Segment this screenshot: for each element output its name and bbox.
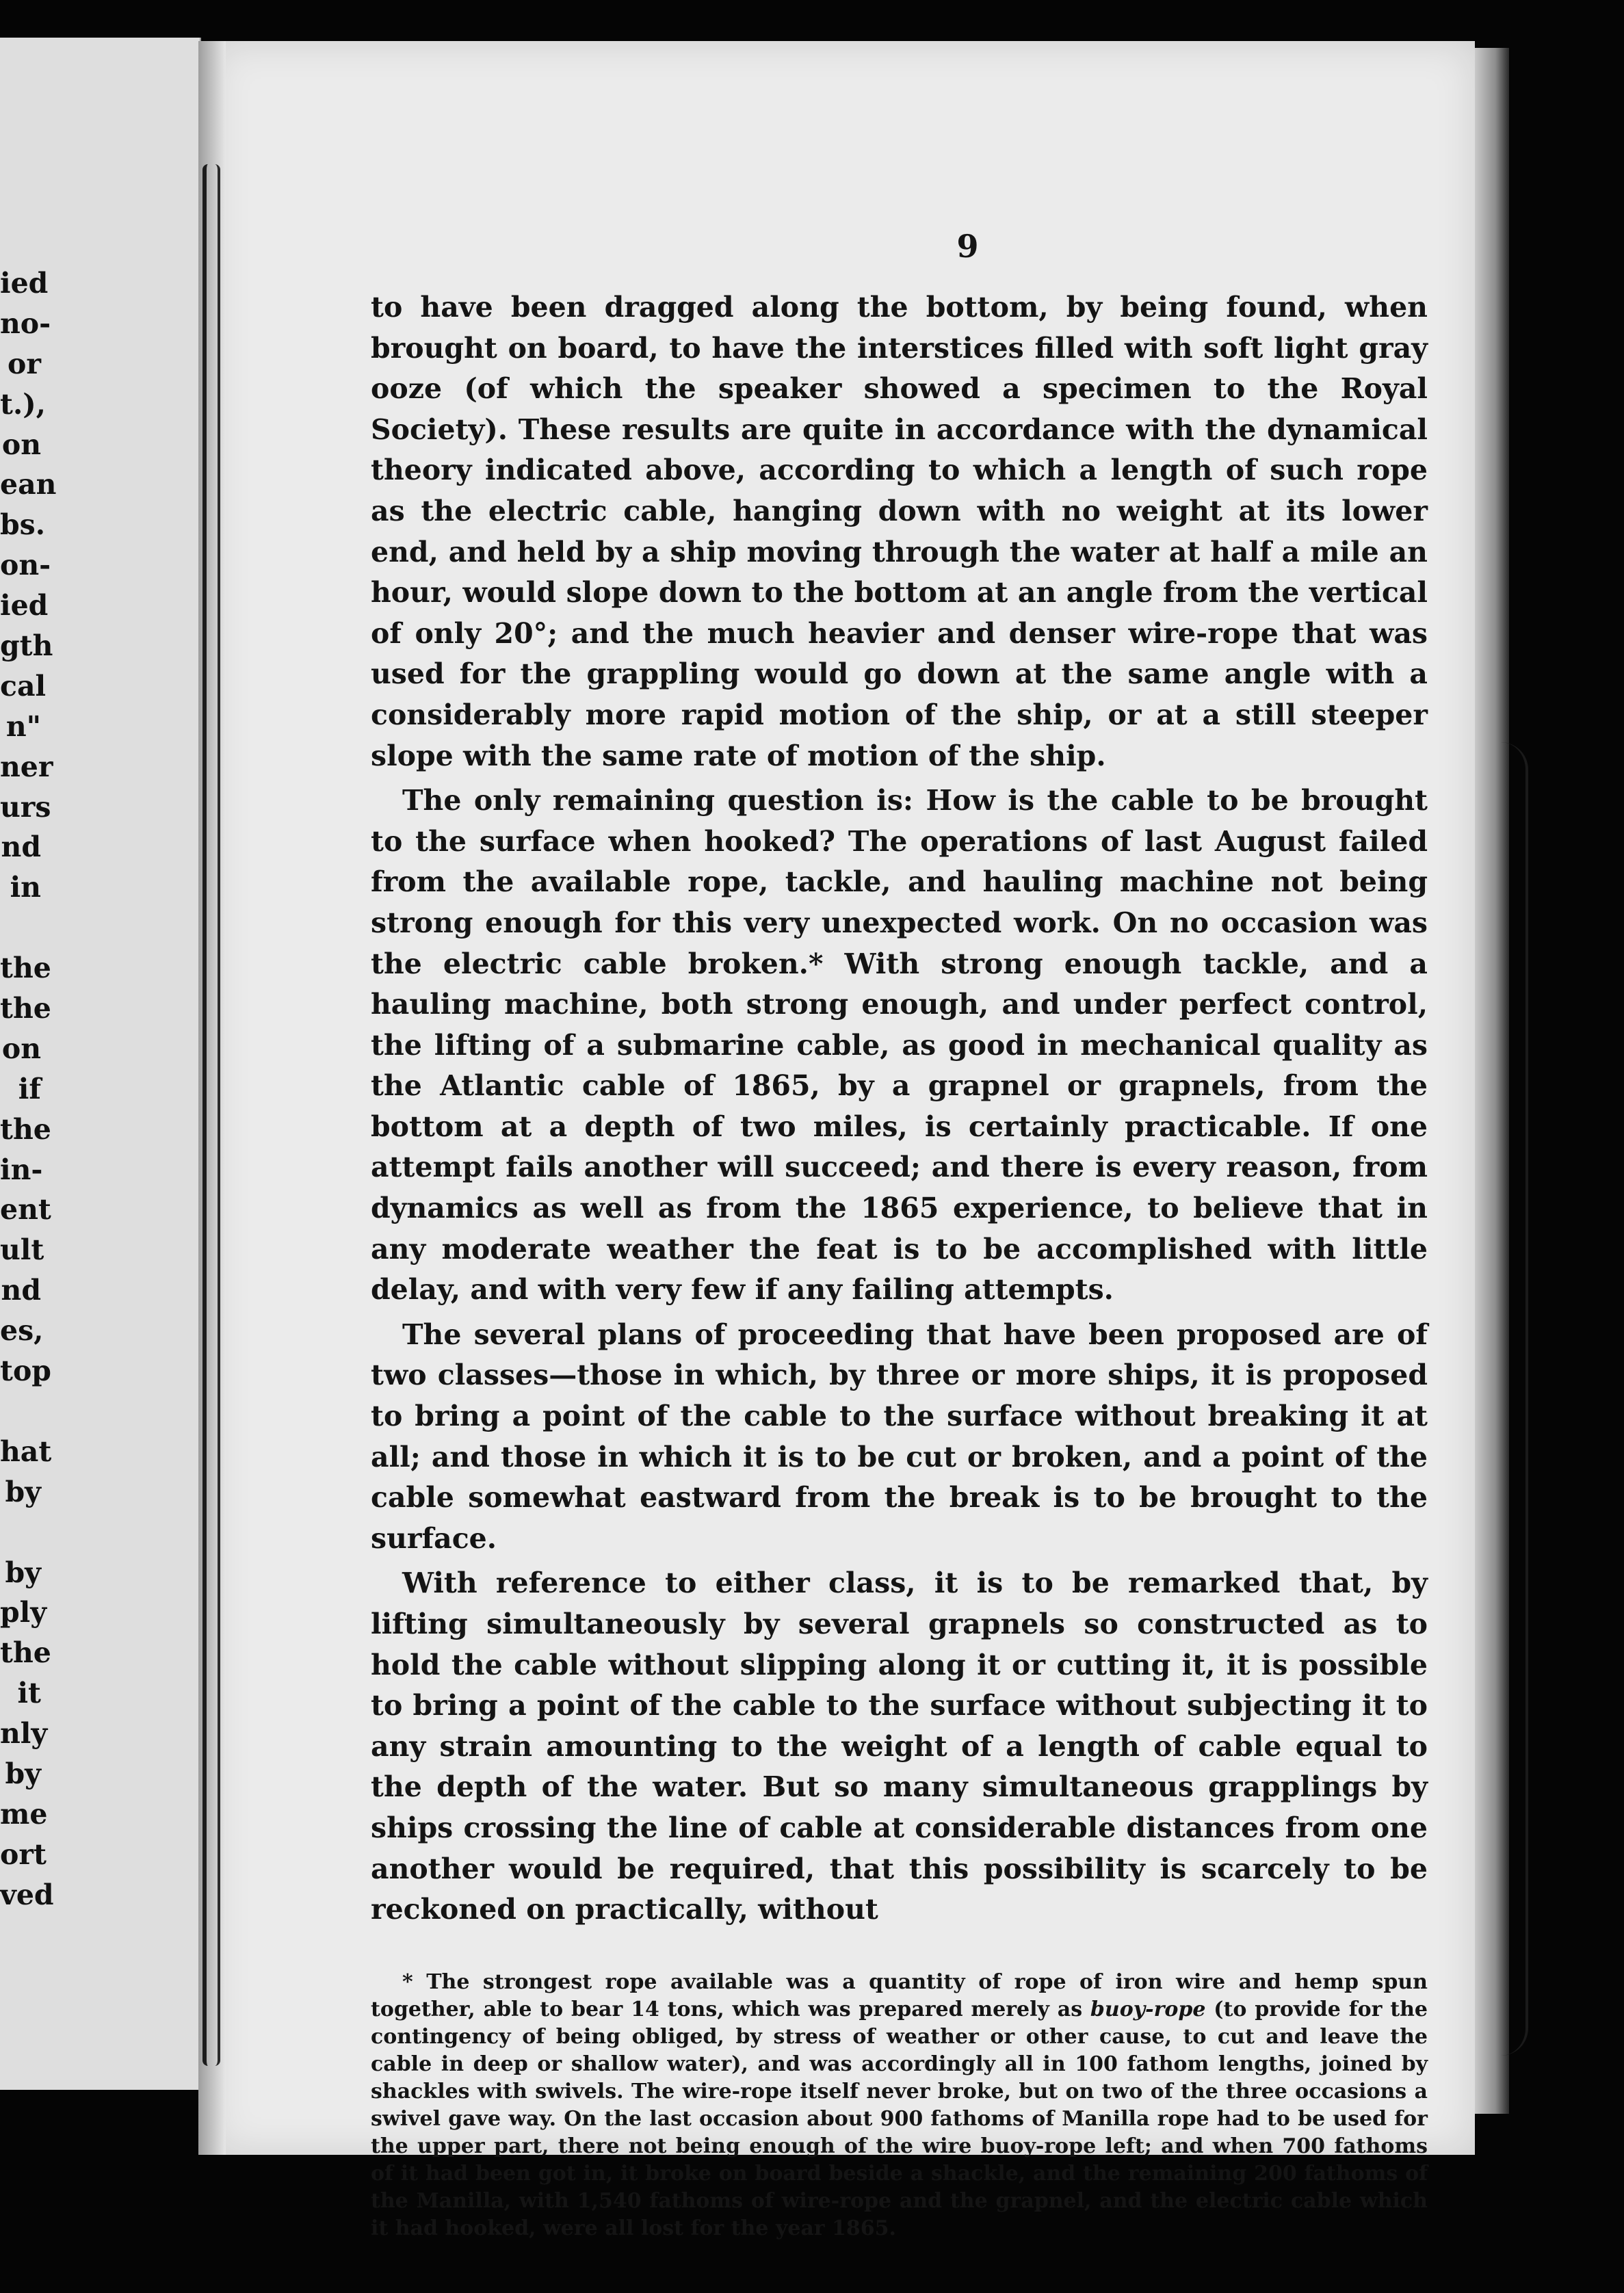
left-page-fragment — [0, 1512, 41, 1553]
left-page-fragment — [0, 908, 41, 948]
left-page-fragment: hat — [0, 1434, 52, 1468]
left-page-fragment: nd — [1, 1274, 41, 1307]
left-page-fragment: t.), — [0, 387, 46, 421]
left-page-fragment: in — [10, 871, 41, 904]
left-page-fragment: bs. — [0, 508, 46, 542]
left-page-fragment: top — [0, 1354, 51, 1388]
left-page-fragment: in- — [0, 1153, 43, 1186]
page-content — [371, 226, 1428, 2242]
left-page-fragment: by — [5, 1475, 41, 1508]
left-page-fragment: gth — [0, 629, 53, 663]
left-page-fragment — [0, 1391, 41, 1432]
left-page-fragment: ult — [0, 1233, 44, 1267]
left-page-fragment: ied — [0, 589, 49, 623]
footnote-text-1: * The strongest rope available was a quantity of rope of iron wire and hemp spun together, able to bear 14 tons, which was prepared merely as — [371, 1969, 1428, 2021]
left-page-fragment: the — [0, 992, 51, 1025]
left-page-fragment: ner — [0, 750, 53, 783]
left-page-fragment: ply — [0, 1596, 47, 1629]
left-page-text-fragments — [0, 263, 57, 1915]
footnote-italic-term: buoy-rope — [1090, 1997, 1206, 2021]
left-page-fragment: the — [0, 952, 51, 985]
margin-pencil-line-left — [202, 164, 220, 2066]
left-page-fragment: ean — [0, 468, 57, 501]
left-page-fragment: on- — [0, 549, 51, 582]
left-page-fragment: no- — [0, 306, 51, 340]
footnote — [371, 1969, 1428, 2242]
left-page-fragment: the — [0, 1636, 51, 1670]
left-page-fragment: nd — [1, 830, 41, 864]
left-page-fragment: n" — [5, 709, 41, 743]
left-page-fragment: nly — [0, 1717, 48, 1751]
paragraph-1: to have been dragged along the bottom, by being found, when brought on board, to have the interstices filled with soft light gray ooze (of which the speaker showed a specimen to the Royal Society). These results are quite in accordance with the dynamical theory indicated above, according to which a length of such rope as the electric cable, hanging down with no weight at its lower end, and held by a ship moving through the water at half a mile an hour, would slope down to the bottom at an angle from the vertical of only 20°; and the much heavier and denser wire-rope that was used for the grappling would go down at the same angle with a considerably more rapid motion of the ship, or at a still steeper slope with the same rate of motion of the ship. — [371, 291, 1428, 772]
left-page-fragment: if — [18, 1072, 41, 1105]
left-page-fragment: urs — [0, 790, 51, 824]
left-page-fragment: by — [5, 1556, 41, 1589]
page-number: 9 — [956, 228, 979, 265]
left-page-fragment: on — [1, 428, 41, 461]
margin-pencil-bracket-right — [1484, 742, 1528, 2056]
left-page-fragment: ved — [0, 1878, 54, 1911]
left-page-fragment: ort — [0, 1837, 47, 1871]
left-page-fragment: or — [8, 347, 41, 380]
left-page-fragment: cal — [0, 669, 47, 703]
paragraph-3: The several plans of proceeding that have been proposed are of two classes—those in which, by three or more ships, it is proposed to bring a point of the cable to the surface without breaking it at all; and those in which it is to be cut or broken, and a point of the cable somewhat eastward from the break is to be brought to the surface. — [371, 1318, 1428, 1555]
left-page-fragment: es, — [0, 1314, 44, 1348]
left-page-fragment: ied — [0, 267, 49, 300]
left-page-fragment: the — [0, 1112, 51, 1146]
paragraph-2: The only remaining question is: How is the cable to be brought to the surface when hooked? The operations of last August failed from the available rope, tackle, and hauling machine not being strong enough for this very unexpected work. On no occasion was the electric cable broken.* With strong enough tackle, and a hauling machine, both strong enough, and under perfect control, the lifting of a submarine cable, as good in mechanical quality as the Atlantic cable of 1865, by a grapnel or grapnels, from the bottom at a depth of two miles, is certainly practicable. If one attempt fails another will succeed; and there is every reason, from dynamics as well as from the 1865 experience, to believe that in any moderate weather the feat is to be accomplished with little delay, and with very few if any failing attempts. — [371, 784, 1428, 1307]
paragraph-4: With reference to either class, it is to be remarked that, by lifting simultaneously by several grapnels so constructed as to hold the cable without slipping along it or cutting it, it is possible to bring a point of the cable to the surface without subjecting it to any strain amounting to the weight of a length of cable equal to the depth of the water. But so many simultaneous grapplings by ships crossing the line of cable at considerable distances from one another would be required, that this possibility is scarcely to be reckoned on practically, without — [371, 1567, 1428, 1926]
left-page-fragment: on — [1, 1032, 41, 1065]
left-page-fragment: it — [17, 1677, 41, 1710]
footnote-text-2: (to provide for the contingency of being obliged, by stress of weather or other cause, to cut and leave the cable in deep or shallow water), and was accordingly all in 100 fathom lengths, joined by shackles with swivels. The wire-rope itself never broke, but on two of the three occasions a swivel gave way. On the last occasion about 900 fathoms of Manilla rope had to be used for the upper part, there not being enough of the wire buoy-rope left; and when 700 fathoms of it had been got in, it broke on board beside a shackle, and the remaining 200 fathoms of the Manilla, with 1,540 fathoms of wire-rope and the grapnel, and the electric cable which it had hooked, were all lost for the year 1865. — [371, 1997, 1428, 2240]
left-page-fragment: by — [5, 1757, 41, 1790]
left-page-fragment: me — [0, 1797, 48, 1831]
left-page-fragment: ent — [0, 1193, 51, 1227]
